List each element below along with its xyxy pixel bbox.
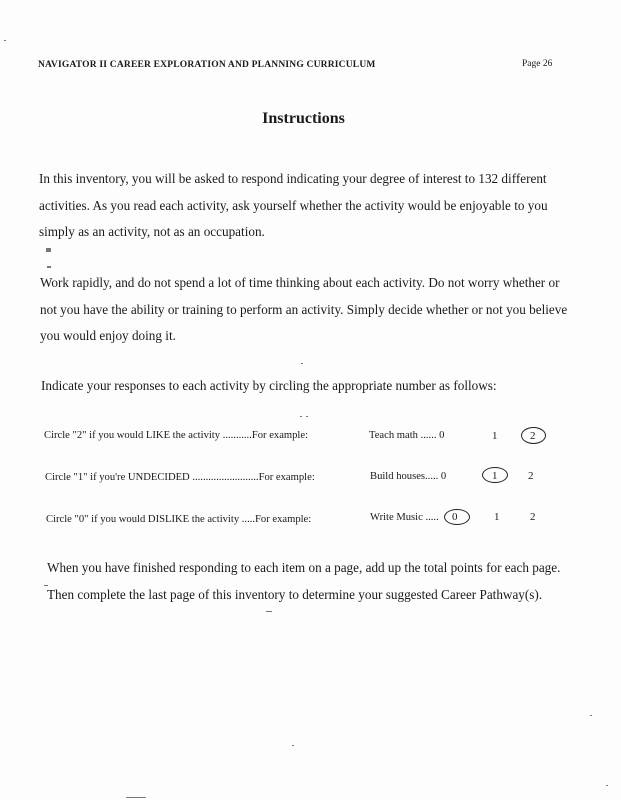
scan-speck <box>301 363 303 364</box>
scan-speck <box>300 416 302 417</box>
example-row-undecided <box>0 467 621 487</box>
scan-speck <box>266 611 272 612</box>
example-activity: Teach math ...... 0 <box>369 430 445 441</box>
page-number: Page 26 <box>522 59 553 69</box>
option-2: 2 <box>528 470 534 482</box>
answer-circle <box>444 509 470 525</box>
paragraph-indicate-responses: Indicate your responses to each activity by circling the appropriate number as follows: <box>41 378 497 393</box>
answer-circle <box>521 427 546 444</box>
scan-speck <box>590 715 592 716</box>
option-1: 1 <box>494 511 500 523</box>
paragraph-work-rapidly: Work rapidly, and do not spend a lot of time thinking about each activity. Do not worry whether or not you have the ability or training to perform an activity. Simply decide whether or not you believe you would enjoy doing it. <box>40 275 568 343</box>
paragraph-finish: When you have finished responding to each item on a page, add up the total points for each page. Then complete the last page of this inventory to determine your suggested Career Pathway(s). <box>47 560 561 602</box>
scan-speck <box>46 248 51 252</box>
example-activity: Write Music ..... <box>370 512 439 523</box>
page-title: Instructions <box>262 110 345 127</box>
scan-speck <box>606 785 608 786</box>
option-2: 2 <box>530 430 536 442</box>
option-1: 1 <box>492 430 498 442</box>
example-instruction: Circle "2" if you would LIKE the activity ...........For example: <box>44 430 309 441</box>
scan-speck <box>47 266 51 268</box>
paragraph-intro: In this inventory, you will be asked to respond indicating your degree of interest to 132 different activities. As you read each activity, ask yourself whether the activity would be enjoyable to you simply as an activity, not as an occupation. <box>39 171 548 239</box>
scan-speck <box>292 745 294 746</box>
option-2: 2 <box>530 511 536 523</box>
scan-speck <box>126 797 146 798</box>
option-0: 0 <box>452 511 458 523</box>
scan-speck <box>44 585 48 586</box>
example-instruction: Circle "1" if you're UNDECIDED .........................For example: <box>45 472 315 483</box>
scan-speck <box>4 40 6 41</box>
answer-circle <box>482 467 508 483</box>
scan-speck <box>306 416 308 417</box>
example-activity: Build houses..... 0 <box>370 471 447 482</box>
running-header: NAVIGATOR II CAREER EXPLORATION AND PLANNING CURRICULUM <box>38 60 376 70</box>
example-row-like <box>0 427 621 447</box>
option-1: 1 <box>492 470 498 482</box>
example-row-dislike <box>0 508 621 528</box>
example-instruction: Circle "0" if you would DISLIKE the activity .....For example: <box>46 514 312 525</box>
